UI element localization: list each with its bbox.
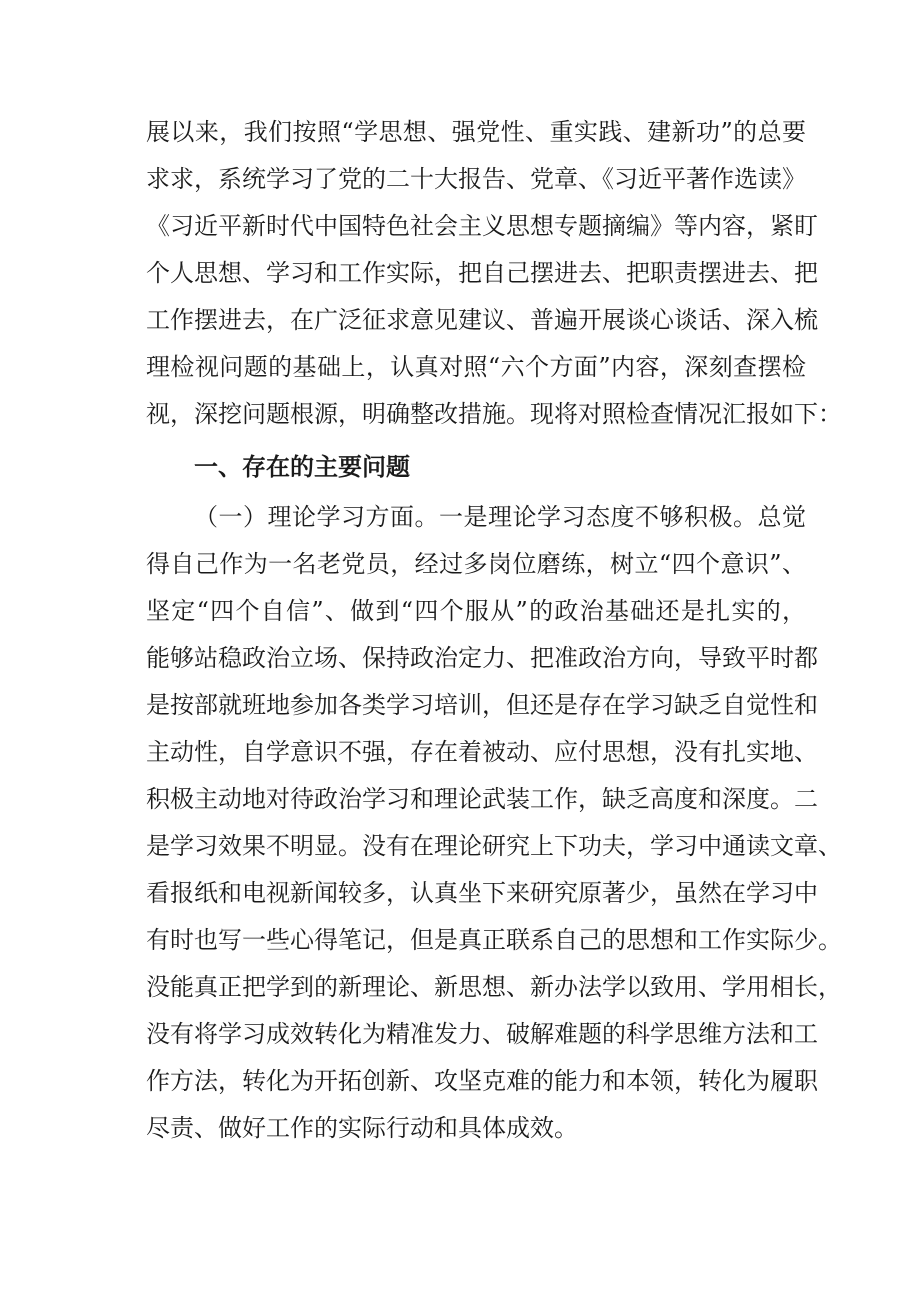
paragraph-line: 看报纸和电视新闻较多，认真坐下来研究原著少，虽然在学习中 bbox=[146, 879, 818, 907]
paragraph-line: 有时也写一些心得笔记，但是真正联系自己的思想和工作实际少。 bbox=[146, 926, 842, 954]
intro-line: 视，深挖问题根源，明确整改措施。现将对照检查情况汇报如下： bbox=[146, 400, 842, 428]
paragraph-line: 坚定“四个自信”、做到“四个服从”的政治基础还是扎实的， bbox=[146, 597, 806, 625]
paragraph-line: 尽责、做好工作的实际行动和具体成效。 bbox=[146, 1114, 578, 1142]
paragraph-line: 积极主动地对待政治学习和理论武装工作，缺乏高度和深度。二 bbox=[146, 785, 818, 813]
section-heading: 一、存在的主要问题 bbox=[194, 453, 410, 481]
paragraph-line: 能够站稳政治立场、保持政治定力、把准政治方向，导致平时都 bbox=[146, 644, 818, 672]
paragraph-line: 是按部就班地参加各类学习培训，但还是存在学习缺乏自觉性和 bbox=[146, 691, 818, 719]
paragraph-line: （一）理论学习方面。一是理论学习态度不够积极。总觉 bbox=[194, 503, 806, 531]
intro-line: 工作摆进去，在广泛征求意见建议、普遍开展谈心谈话、深入梳 bbox=[146, 306, 818, 334]
paragraph-line: 是学习效果不明显。没有在理论研究上下功夫，学习中通读文章、 bbox=[146, 832, 842, 860]
intro-line: 《习近平新时代中国特色社会主义思想专题摘编》等内容，紧盯 bbox=[146, 212, 818, 240]
paragraph-line: 没能真正把学到的新理论、新思想、新办法学以致用、学用相长， bbox=[146, 973, 842, 1001]
intro-line: 理检视问题的基础上，认真对照“六个方面”内容，深刻查摆检 bbox=[146, 353, 806, 381]
paragraph-line: 作方法，转化为开拓创新、攻坚克难的能力和本领，转化为履职 bbox=[146, 1067, 818, 1095]
intro-line: 求求，系统学习了党的二十大报告、党章、《习近平著作选读》 bbox=[146, 165, 806, 193]
paragraph-line: 得自己作为一名老党员，经过多岗位磨练，树立“四个意识”、 bbox=[146, 550, 806, 578]
paragraph-line: 主动性，自学意识不强，存在着被动、应付思想，没有扎实地、 bbox=[146, 738, 818, 766]
paragraph-line: 没有将学习成效转化为精准发力、破解难题的科学思维方法和工 bbox=[146, 1020, 818, 1048]
intro-line: 展以来，我们按照“学思想、强党性、重实践、建新功”的总要 bbox=[146, 118, 806, 146]
intro-line: 个人思想、学习和工作实际，把自己摆进去、把职责摆进去、把 bbox=[146, 259, 818, 287]
